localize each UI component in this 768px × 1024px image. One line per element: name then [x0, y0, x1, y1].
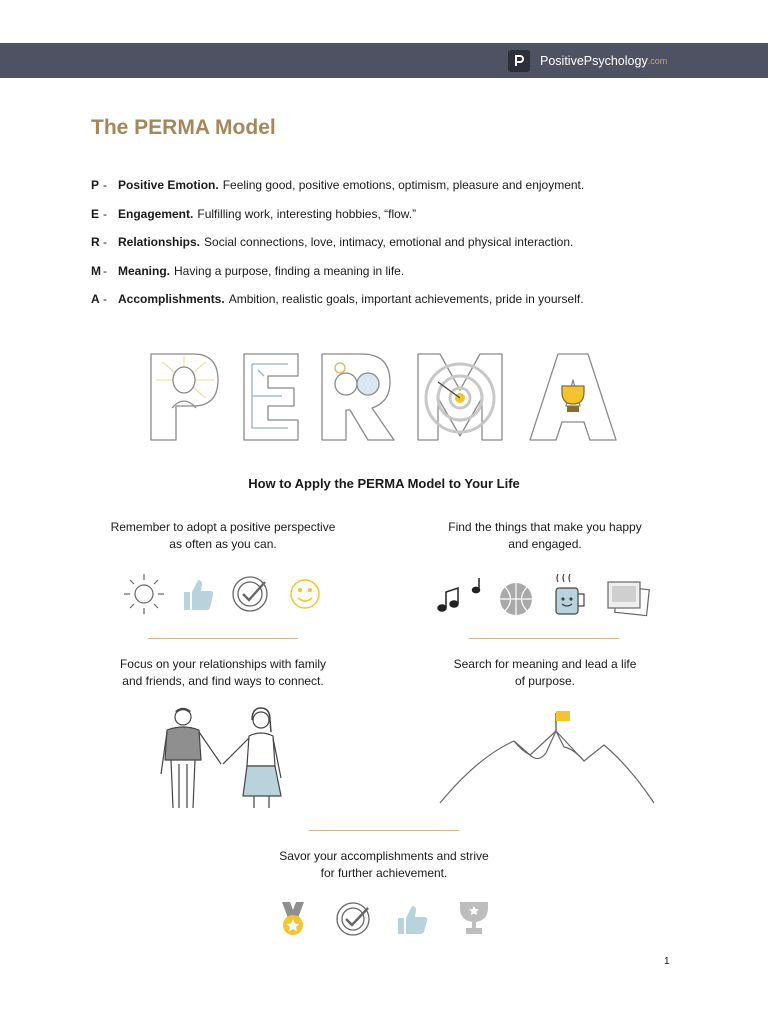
tip-engagement-text	[415, 519, 675, 553]
basketball-icon	[500, 583, 532, 615]
letter-a-illustration	[530, 354, 616, 440]
definition-description: Social connections, love, intimacy, emotional and physical interaction.	[204, 235, 574, 250]
definition-dash: -	[103, 263, 107, 278]
thumbs-up-icon	[184, 580, 213, 610]
definition-dash: -	[103, 292, 107, 307]
perma-definitions	[91, 178, 651, 321]
tip-line: of purpose.	[514, 674, 576, 688]
divider	[148, 638, 298, 639]
perma-letters-illustration	[148, 350, 620, 445]
definition-dash: -	[103, 178, 107, 192]
coffee-mug-icon	[556, 574, 584, 614]
tip-positive-icons	[122, 572, 327, 616]
letter-r-illustration	[322, 354, 394, 440]
tip-line: for further achievement.	[320, 866, 448, 880]
trophy-icon	[460, 902, 488, 934]
definition-term: Positive Emotion.	[118, 178, 219, 192]
tip-accomplishments-icons	[276, 898, 492, 940]
brand-tld: .com	[647, 55, 668, 66]
definition-row	[91, 292, 651, 321]
tip-line: Focus on your relationships with family	[119, 657, 327, 671]
definition-letter: M	[91, 263, 101, 278]
tip-line: Remember to adopt a positive perspective	[110, 520, 336, 534]
definition-description: Feeling good, positive emotions, optimism, pleasure and enjoyment.	[222, 178, 585, 192]
letter-m-illustration	[418, 354, 502, 440]
section-title: How to Apply the PERMA Model to Your Life	[248, 476, 520, 491]
letter-p-illustration	[151, 354, 218, 440]
tip-engagement-icons	[436, 568, 652, 618]
page-number: 1	[664, 956, 670, 967]
page-title: The PERMA Model	[91, 116, 276, 139]
tip-meaning-text	[415, 656, 675, 690]
tip-accomplishments-text	[254, 848, 514, 882]
definition-row	[91, 207, 651, 236]
definition-row	[91, 178, 651, 207]
letter-e-illustration	[244, 354, 298, 440]
definition-letter: R	[91, 235, 100, 250]
checkmark-badge-icon	[233, 577, 267, 611]
definition-term: Meaning.	[118, 263, 171, 278]
checkmark-badge-icon	[337, 903, 369, 935]
tip-line: Find the things that make you happy	[448, 520, 642, 534]
medal-icon	[282, 902, 304, 935]
definition-term: Accomplishments.	[118, 292, 225, 307]
sun-icon	[124, 574, 164, 614]
definition-letter: A	[91, 292, 100, 307]
tip-positive-text	[93, 519, 353, 553]
definition-description: Having a purpose, finding a meaning in life.	[174, 263, 405, 278]
definition-letter: E	[91, 206, 100, 221]
music-notes-icon	[438, 578, 480, 611]
smiley-icon	[291, 580, 319, 608]
tip-line: and friends, and find ways to connect.	[122, 674, 324, 688]
header-bar	[0, 43, 768, 78]
photos-icon	[608, 582, 649, 616]
definition-row	[91, 264, 651, 293]
tip-relationships-text	[93, 656, 353, 690]
definition-dash: -	[103, 235, 107, 250]
definition-term: Relationships.	[118, 235, 201, 250]
tip-line: Search for meaning and lead a life	[453, 657, 637, 671]
brand[interactable]	[508, 49, 667, 72]
definition-description: Fulfilling work, interesting hobbies, “flow.”	[197, 206, 417, 221]
divider	[309, 830, 459, 831]
tip-line: Savor your accomplishments and strive	[279, 849, 489, 863]
brand-name: PositivePsychology	[540, 53, 648, 68]
definition-term: Engagement.	[118, 206, 194, 221]
definition-row	[91, 235, 651, 264]
brand-logo-icon	[508, 50, 530, 72]
tip-line: and engaged.	[508, 537, 582, 551]
divider	[469, 638, 619, 639]
definition-description: Ambition, realistic goals, important achievements, pride in yourself.	[228, 292, 584, 307]
definition-letter: P	[91, 178, 100, 192]
mountain-with-flag-illustration	[438, 707, 656, 807]
definition-dash: -	[103, 206, 107, 221]
thumbs-up-icon	[398, 906, 427, 934]
couple-holding-hands-illustration	[157, 704, 289, 810]
tip-line: as often as you can.	[169, 537, 277, 551]
